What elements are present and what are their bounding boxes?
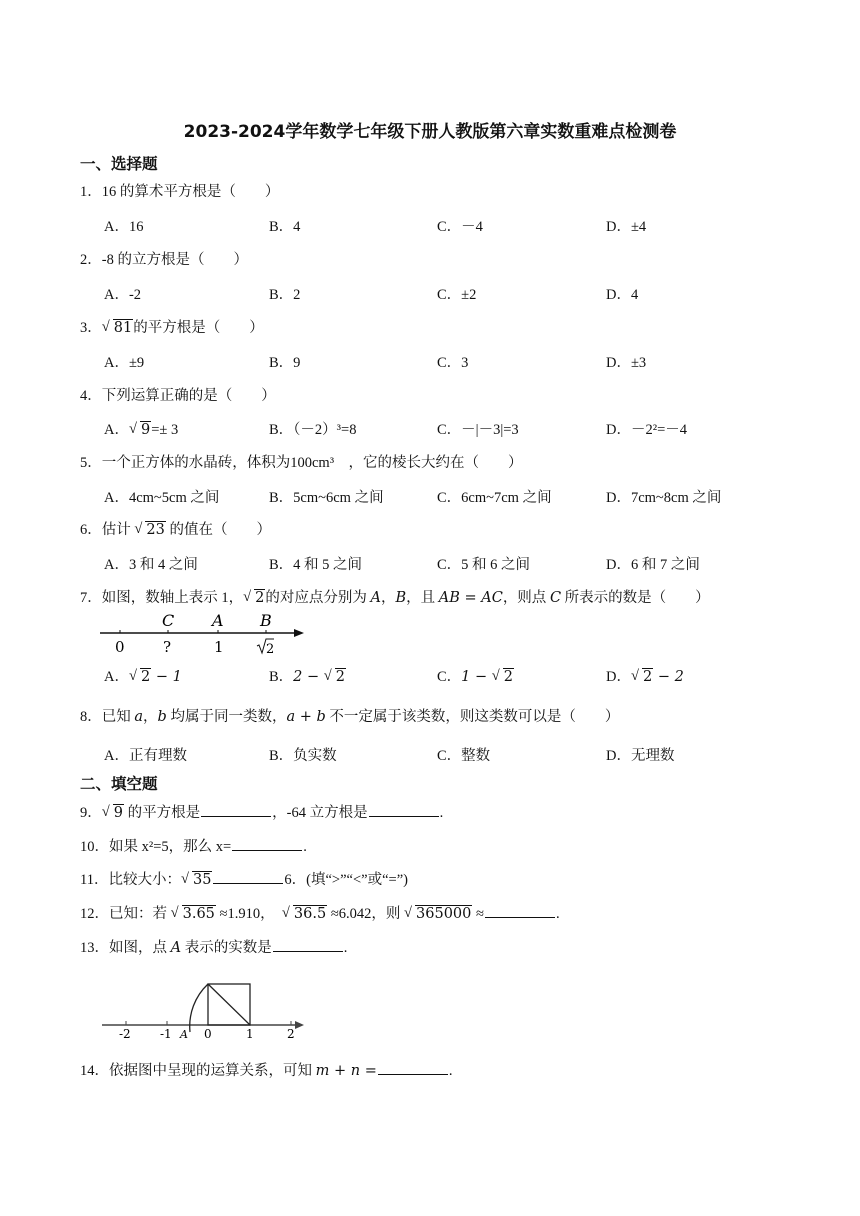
question-text: 下列运算正确的是（ ） xyxy=(101,388,276,404)
option-a: A．正有理数 xyxy=(104,748,187,764)
option-d: D．－2²=－4 xyxy=(606,422,687,438)
question-6-options xyxy=(104,553,804,575)
tick-1: 1 xyxy=(246,1027,254,1041)
question-5 xyxy=(80,451,523,472)
sqrt-expression: √ 23 xyxy=(135,522,165,539)
label-c: C xyxy=(162,611,175,630)
option-d: D．无理数 xyxy=(606,748,675,764)
question-4-options xyxy=(104,418,804,440)
answer-blank xyxy=(232,836,302,851)
label-b: B xyxy=(260,611,272,630)
question-4 xyxy=(80,384,276,405)
option-c: C．－4 xyxy=(437,219,483,235)
sqrt-expression: √ 81 xyxy=(103,320,133,337)
option-b: B．2 − √ 2 xyxy=(269,665,346,686)
tick-0: 0 xyxy=(115,638,125,656)
tick-sqrt2: 2 xyxy=(266,642,275,656)
question-2-options xyxy=(104,283,804,305)
question-13: 13．如图，点 A 表示的实数是 . xyxy=(80,936,347,957)
tick-minus-1: -1 xyxy=(160,1027,172,1041)
option-b: B．4 xyxy=(269,219,301,235)
answer-blank xyxy=(378,1060,448,1075)
option-d: D．±4 xyxy=(606,219,647,235)
tick-0: 0 xyxy=(204,1027,212,1041)
question-2 xyxy=(80,248,248,269)
option-c: C．整数 xyxy=(437,748,491,764)
number-line-figure-13 xyxy=(98,970,313,1045)
question-text: 一个正方体的水晶砖，体积为100cm³ ，它的棱长大约在（ ） xyxy=(101,455,523,471)
question-11: 11．比较大小：√ 35 6．(填“>”“<”或“=”) xyxy=(80,868,408,889)
answer-blank xyxy=(485,903,555,918)
option-b: B．9 xyxy=(269,355,301,371)
question-3-options xyxy=(104,351,804,373)
answer-blank xyxy=(273,937,343,952)
question-8-options xyxy=(104,744,804,766)
question-number: 7． xyxy=(80,590,102,606)
option-b: B．2 xyxy=(269,287,301,303)
option-c: C．1 − √ 2 xyxy=(437,665,514,686)
answer-blank xyxy=(369,802,439,817)
question-12: 12．已知：若 √ 3.65 ≈1.910， √ 36.5 ≈6.042，则 √ 365000 ≈ . xyxy=(80,902,560,923)
tick-minus-2: -2 xyxy=(119,1027,131,1041)
question-number: 4． xyxy=(80,388,102,404)
option-b: B．（－2）³=8 xyxy=(269,422,357,438)
point-a-label: A xyxy=(180,1028,188,1041)
page-title: 2023-2024学年数学七年级下册人教版第六章实数重难点检测卷 xyxy=(183,122,677,142)
label-a: A xyxy=(212,611,224,630)
question-7: 7．如图，数轴上表示 1，√ 2的对应点分别为 A，B，且 AB = AC，则点 C 所表示的数是（ ） xyxy=(80,586,710,607)
option-b: B．5cm~6cm 之间 xyxy=(269,490,384,506)
question-7-options xyxy=(104,665,804,687)
tick-1: 1 xyxy=(214,638,224,656)
question-text: 的平方根是（ ） xyxy=(133,320,264,336)
option-a: A．√ 9=± 3 xyxy=(104,418,178,439)
option-a: A．√ 2 − 1 xyxy=(104,665,182,686)
option-a: A．16 xyxy=(104,219,144,235)
question-1-options xyxy=(104,215,804,237)
option-c: C．－|－3|=3 xyxy=(437,422,519,438)
option-a: A．4cm~5cm 之间 xyxy=(104,490,220,506)
number-line-figure-7 xyxy=(98,608,313,656)
question-3 xyxy=(80,316,264,337)
option-d: D．±3 xyxy=(606,355,647,371)
answer-blank xyxy=(213,869,283,884)
tick-2: 2 xyxy=(287,1027,295,1041)
option-d: D．4 xyxy=(606,287,639,303)
option-c: C．3 xyxy=(437,355,469,371)
option-d: D．7cm~8cm 之间 xyxy=(606,490,722,506)
option-d: D．6 和 7 之间 xyxy=(606,557,700,573)
question-9: 9．√ 9 的平方根是 ，-64 立方根是 . xyxy=(80,801,443,822)
question-number: 6． xyxy=(80,522,102,538)
option-b: B．4 和 5 之间 xyxy=(269,557,363,573)
option-a: A．3 和 4 之间 xyxy=(104,557,198,573)
option-a: A．-2 xyxy=(104,287,142,303)
answer-blank xyxy=(201,802,271,817)
section-heading-choice: 一、选择题 xyxy=(80,155,158,173)
option-b: B．负实数 xyxy=(269,748,337,764)
option-c: C．±2 xyxy=(437,287,477,303)
tick-question: ? xyxy=(163,638,172,656)
question-5-options xyxy=(104,486,804,508)
question-number: 1． xyxy=(80,184,102,200)
question-text: 16 的算术平方根是（ ） xyxy=(101,184,280,200)
question-1 xyxy=(80,180,279,201)
option-a: A．±9 xyxy=(104,355,145,371)
option-d: D．√ 2 − 2 xyxy=(606,665,684,686)
question-number: 5． xyxy=(80,455,102,471)
option-c: C．5 和 6 之间 xyxy=(437,557,531,573)
question-10: 10．如果 x²=5，那么 x= . xyxy=(80,835,307,856)
question-number: 2． xyxy=(80,252,102,268)
question-number: 8． xyxy=(80,709,102,725)
question-14: 14．依据图中呈现的运算关系，可知 m + n = . xyxy=(80,1059,452,1080)
question-6: 6．估计 √ 23 的值在（ ） xyxy=(80,518,271,539)
question-text: -8 的立方根是（ ） xyxy=(101,252,248,268)
option-c: C．6cm~7cm 之间 xyxy=(437,490,552,506)
question-8: 8．已知 a，b 均属于同一类数，a + b 不一定属于该类数，则这类数可以是（ ） xyxy=(80,709,620,725)
question-number: 3． xyxy=(80,320,102,336)
section-heading-fill: 二、填空题 xyxy=(80,775,158,793)
